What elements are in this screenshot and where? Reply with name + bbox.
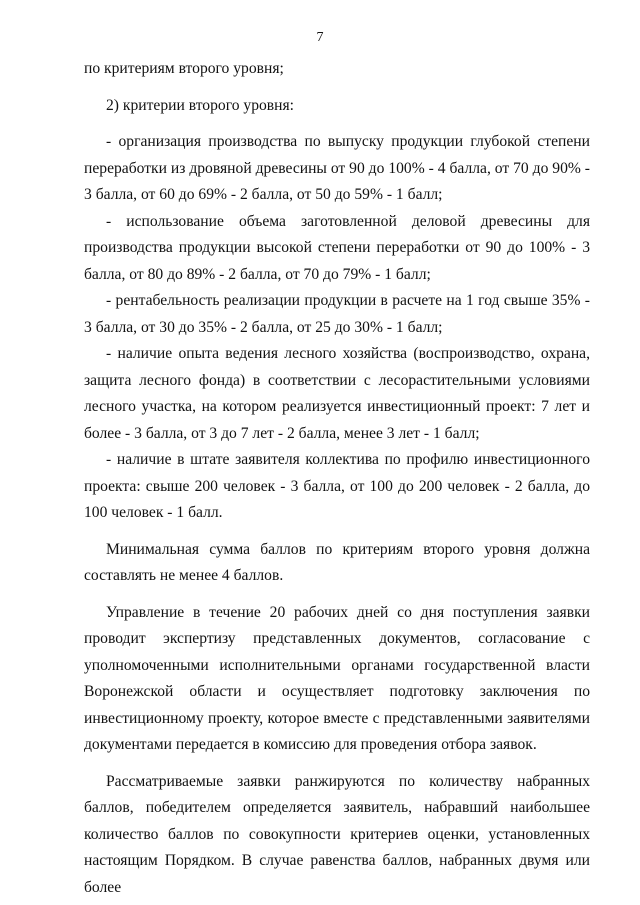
paragraph-criterion-experience: - наличие опыта ведения лесного хозяйства (воспроизводство, охрана, защита лесного фонда) в соответствии с лесорастительными условиями лесного участка, на котором реализуется инвестиционный проект: 7 лет и более - 3 балла, от 3 до 7 лет - 2 балла, менее 3 лет - 1 балл; (84, 345, 590, 442)
paragraph-minimum-score: Минимальная сумма баллов по критериям второго уровня должна составлять не менее 4 баллов. (84, 540, 590, 584)
paragraph-gap (84, 83, 590, 93)
paragraph-criteria-heading: 2) критерии второго уровня: (106, 96, 295, 114)
paragraph-gap (84, 759, 590, 769)
paragraph-criterion-timber-usage: - использование объема заготовленной деловой древесины для производства продукции высокой степени переработки от 90 до 100% - 3 балла, от 80 до 89% - 2 балла, от 70 до 79% - 1 балл; (84, 212, 590, 283)
document-body (84, 56, 590, 901)
paragraph-expertise: Управление в течение 20 рабочих дней со дня поступления заявки проводит экспертизу представленных документов, согласование с уполномоченными исполнительными органами государственной власти Воронежской области и осуществляет подготовку заключения по инвестиционному проекту, которое вместе с представленными заявителями документами передается в комиссию для проведения отбора заявок. (84, 603, 590, 753)
paragraph-gap (84, 590, 590, 600)
paragraph-criterion-processing: - организация производства по выпуску продукции глубокой степени переработки из дровяной древесины от 90 до 100% - 4 балла, от 70 до 90% - 3 балла, от 60 до 69% - 2 балла, от 50 до 59% - 1 балл; (84, 133, 590, 203)
paragraph-ranking: Рассматриваемые заявки ранжируются по количеству набранных баллов, победителем определяется заявитель, набравший наибольшее количество баллов по совокупности критериев оценки, установленных настоящим Порядком. В случае равенства баллов, набранных двумя или более (84, 772, 590, 896)
paragraph-criterion-staff: - наличие в штате заявителя коллектива по профилю инвестиционного проекта: свыше 200 человек - 3 балла, от 100 до 200 человек - 2 балла, до 100 человек - 1 балл. (84, 451, 590, 521)
paragraph-gap (84, 119, 590, 129)
paragraph-continuation: по критериям второго уровня; (84, 60, 284, 77)
paragraph-gap (84, 527, 590, 537)
paragraph-criterion-profitability: - рентабельность реализации продукции в расчете на 1 год свыше 35% - 3 балла, от 30 до 35% - 2 балла, от 25 до 30% - 1 балл; (84, 292, 590, 336)
page-number: 7 (316, 30, 324, 45)
